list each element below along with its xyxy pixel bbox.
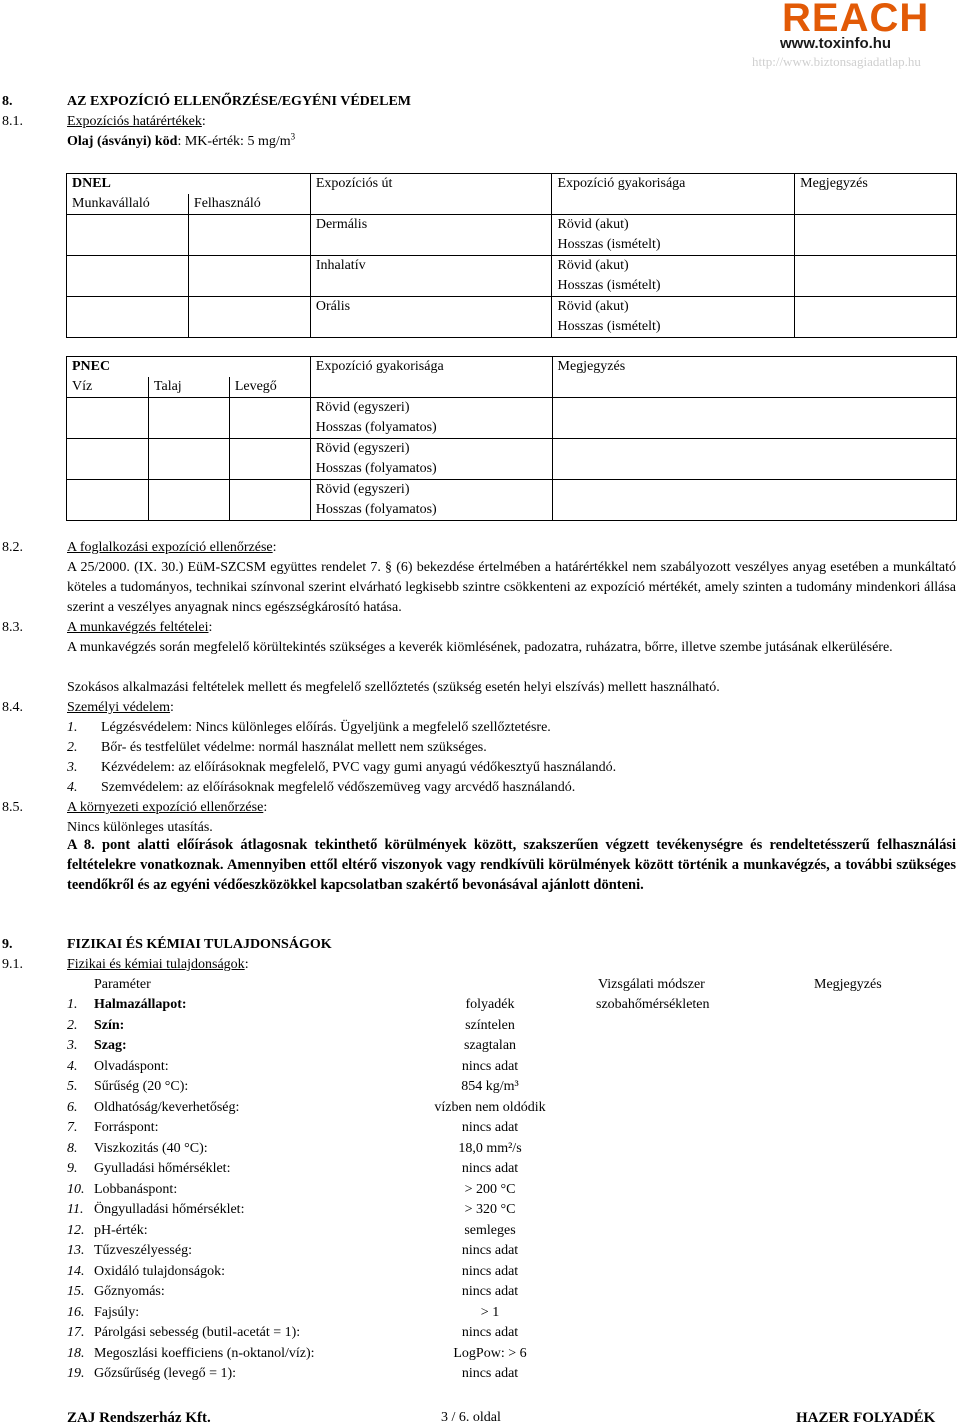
section-84-title: Személyi védelem	[67, 700, 171, 715]
section-84-colon: :	[170, 700, 174, 715]
list-item: Légzésvédelem: Nincs különleges előírás. Ügyeljünk a megfelelő szellőztetésre.	[101, 720, 551, 735]
property-value: szagtalan	[463, 1038, 517, 1053]
property-name: Gyulladási hőmérséklet:	[94, 1161, 231, 1176]
property-value: LogPow: > 6	[453, 1346, 527, 1361]
section-91-heading	[67, 955, 249, 975]
property-value: > 200 °C	[464, 1182, 516, 1197]
frequency-short: Rövid (akut)	[557, 217, 629, 232]
property-name: Párolgási sebesség (butil-acetát = 1):	[94, 1325, 301, 1340]
limit-unit-exponent: 3	[290, 131, 296, 142]
dnel-frequency	[552, 215, 795, 256]
footer-product: HAZER FOLYADÉK	[796, 1410, 936, 1426]
pnec-frequency	[310, 480, 552, 521]
property-value: nincs adat	[461, 1264, 519, 1279]
section-82-number: 8.2.	[2, 540, 23, 555]
pnec-sub-water: Víz	[67, 377, 149, 398]
property-number: 3.	[67, 1038, 78, 1053]
property-value: nincs adat	[461, 1059, 519, 1074]
dnel-sub-user: Felhasználó	[188, 194, 310, 215]
property-number: 4.	[67, 1059, 78, 1074]
section-81-number: 8.1.	[2, 114, 23, 129]
property-number: 2.	[67, 1018, 78, 1033]
property-number: 13.	[67, 1243, 85, 1258]
frequency-long: Hosszas (ismételt)	[557, 278, 661, 293]
property-value: semleges	[464, 1223, 516, 1238]
section-81-heading	[67, 112, 206, 132]
section-85-colon: :	[263, 800, 268, 815]
property-name: Szín:	[94, 1018, 125, 1033]
list-item: Bőr- és testfelület védelme: normál használat mellett nem szükséges.	[101, 740, 487, 755]
table-row	[67, 480, 957, 521]
section-81-colon: :	[201, 114, 206, 129]
property-value: nincs adat	[461, 1243, 519, 1258]
property-name: Fajsúly:	[94, 1305, 140, 1320]
table-row	[67, 215, 957, 256]
property-number: 18.	[67, 1346, 85, 1361]
dnel-cell-worker	[67, 256, 189, 297]
section-8-number: 8.	[2, 94, 13, 109]
property-number: 1.	[67, 997, 78, 1012]
section-83-heading	[67, 618, 212, 638]
pnec-table	[66, 356, 957, 521]
pnec-col-frequency: Expozíció gyakorisága	[310, 357, 552, 398]
section-83-text-1: A munkavégzés során megfelelő körültekintés szükséges a keverék kiömlésének, padozatra, ruházatra, bőrre, illetve szembe jutásának elkerülésére.	[67, 640, 893, 655]
property-number: 6.	[67, 1100, 78, 1115]
section-85-bold-note: A 8. pont alatti előírások átlagosnak tekinthető körülmények között, szakszerűen végzett tevékenységre és rendeltetésszerű felhasználási feltételekre vonatkoznak. Amennyiben ettől eltérő viszonyok vagy rendkívüli körülmények között történik a munkavégzés, a további szükséges teendőkről és az egyéni védőeszközökkel kapcsolatban szakértő bevonásával ajánlott dönteni.	[67, 837, 956, 893]
frequency-short: Rövid (egyszeri)	[315, 482, 410, 497]
property-name: Oldhatóság/keverhetőség:	[94, 1100, 240, 1115]
frequency-short: Rövid (akut)	[557, 258, 629, 273]
property-number: 19.	[67, 1366, 85, 1381]
table-row	[67, 439, 957, 480]
table-row	[67, 398, 957, 439]
frequency-long: Hosszas (ismételt)	[557, 237, 661, 252]
property-number: 8.	[67, 1141, 78, 1156]
pnec-title: PNEC	[67, 357, 311, 378]
section-83-colon: :	[208, 620, 213, 635]
exposure-limit	[67, 132, 295, 152]
prep-date: Elkészítés időpontja: 2010. október 21.	[4, 3, 229, 18]
property-name: Lobbanáspont:	[94, 1182, 178, 1197]
property-number: 15.	[67, 1284, 85, 1299]
property-name: Gőzsűrűség (levegő = 1):	[94, 1366, 237, 1381]
section-9-number: 9.	[2, 937, 13, 952]
dnel-col-route: Expozíciós út	[310, 174, 552, 215]
list-item-number: 1.	[67, 720, 78, 735]
dnel-title: DNEL	[67, 174, 311, 195]
property-number: 9.	[67, 1161, 78, 1176]
property-value: nincs adat	[461, 1284, 519, 1299]
section-85-heading	[67, 798, 267, 818]
dnel-route: Dermális	[310, 215, 552, 256]
property-name: pH-érték:	[94, 1223, 148, 1238]
section-8-title: AZ EXPOZÍCIÓ ELLENŐRZÉSE/EGYÉNI VÉDELEM	[67, 94, 411, 109]
property-value: vízben nem oldódik	[434, 1100, 546, 1115]
props-col-method: Vizsgálati módszer	[598, 977, 705, 992]
dnel-frequency	[552, 256, 795, 297]
logo-reach-text: REACH	[782, 0, 930, 40]
section-83-text-2: Szokásos alkalmazási feltételek mellett és megfelelő szellőztetés (szükség esetén helyi elszívás) mellett használható.	[67, 680, 720, 695]
property-name: Öngyulladási hőmérséklet:	[94, 1202, 245, 1217]
dnel-frequency	[552, 297, 795, 338]
dnel-table	[66, 173, 957, 338]
section-83-number: 8.3.	[2, 620, 23, 635]
property-number: 5.	[67, 1079, 78, 1094]
limit-substance: Olaj (ásványi) köd	[67, 134, 178, 149]
dnel-note	[795, 297, 957, 338]
property-value: nincs adat	[461, 1325, 519, 1340]
property-name: Viszkozitás (40 °C):	[94, 1141, 208, 1156]
footer-page: 3 / 6. oldal	[441, 1410, 501, 1425]
property-name: Megoszlási koefficiens (n-oktanol/víz):	[94, 1346, 315, 1361]
property-name: Oxidáló tulajdonságok:	[94, 1264, 226, 1279]
dnel-cell-worker	[67, 297, 189, 338]
property-value: > 320 °C	[464, 1202, 516, 1217]
section-85-number: 8.5.	[2, 800, 23, 815]
props-col-param: Paraméter	[94, 977, 151, 992]
property-value: 854 kg/m³	[461, 1079, 519, 1094]
list-item-number: 3.	[67, 760, 78, 775]
property-name: Sűrűség (20 °C):	[94, 1079, 189, 1094]
dnel-note	[795, 256, 957, 297]
limit-value: : MK-érték: 5 mg/m	[177, 134, 291, 149]
list-item: Kézvédelem: az előírásoknak megfelelő, PVC vagy gumi anyagú védőkesztyű használandó.	[101, 760, 617, 775]
logo-url-text: http://www.biztonsagiadatlap.hu	[752, 54, 921, 69]
list-item-number: 2.	[67, 740, 78, 755]
property-name: Szag:	[94, 1038, 127, 1053]
frequency-long: Hosszas (folyamatos)	[315, 502, 437, 517]
property-number: 16.	[67, 1305, 85, 1320]
property-value: 18,0 mm²/s	[458, 1141, 522, 1156]
section-83-title: A munkavégzés feltételei	[67, 620, 209, 635]
property-value: színtelen	[465, 1018, 515, 1033]
revision-date: Felülvizsgálat időpontja: -	[4, 23, 151, 38]
frequency-short: Rövid (akut)	[557, 299, 629, 314]
property-name: Forráspont:	[94, 1120, 159, 1135]
property-value: nincs adat	[461, 1366, 519, 1381]
property-number: 17.	[67, 1325, 85, 1340]
property-value: folyadék	[465, 997, 515, 1012]
pnec-sub-soil: Talaj	[148, 377, 229, 398]
pnec-col-note: Megjegyzés	[552, 357, 956, 398]
dnel-route: Inhalatív	[310, 256, 552, 297]
property-value: nincs adat	[461, 1161, 519, 1176]
section-91-title: Fizikai és kémiai tulajdonságok	[67, 957, 245, 972]
section-9-title: FIZIKAI ÉS KÉMIAI TULAJDONSÁGOK	[67, 937, 332, 952]
frequency-long: Hosszas (folyamatos)	[315, 461, 437, 476]
section-91-colon: :	[244, 957, 249, 972]
section-82-title: A foglalkozási expozíció ellenőrzése	[67, 540, 273, 555]
dnel-sub-worker: Munkavállaló	[67, 194, 189, 215]
frequency-short: Rövid (egyszeri)	[315, 400, 410, 415]
list-item-number: 4.	[67, 780, 78, 795]
property-name: Olvadáspont:	[94, 1059, 169, 1074]
section-82-heading	[67, 538, 277, 558]
dnel-col-frequency: Expozíció gyakorisága	[552, 174, 795, 215]
dnel-cell-user	[188, 215, 310, 256]
dnel-cell-user	[188, 297, 310, 338]
property-number: 11.	[67, 1202, 84, 1217]
property-number: 10.	[67, 1182, 85, 1197]
dnel-cell-worker	[67, 215, 189, 256]
property-name: Tűzveszélyesség:	[94, 1243, 192, 1258]
section-84-number: 8.4.	[2, 700, 23, 715]
frequency-long: Hosszas (folyamatos)	[315, 420, 437, 435]
frequency-short: Rövid (egyszeri)	[315, 441, 410, 456]
property-value: nincs adat	[461, 1120, 519, 1135]
pnec-frequency	[310, 439, 552, 480]
logo-site-text: www.toxinfo.hu	[780, 35, 892, 52]
dnel-note	[795, 215, 957, 256]
table-row	[67, 256, 957, 297]
property-name: Gőznyomás:	[94, 1284, 165, 1299]
footer-company: ZAJ Rendszerház Kft.	[67, 1410, 211, 1426]
section-85-title: A környezeti expozíció ellenőrzése	[67, 800, 264, 815]
property-number: 12.	[67, 1223, 85, 1238]
property-number: 7.	[67, 1120, 78, 1135]
section-82-text: A 25/2000. (IX. 30.) EüM-SZCSM együttes rendelet 7. § (6) bekezdése értelmében a határértékkel nem szabályozott veszélyes anyag esetében a munkáltató köteles a tudományos, technikai színvonal szerint elvárható legkisebb szintre csökkenteni az expozíció mértékét, amely szinten a tudomány mindenkori állása szerint a veszélyes anyagnak nincs egészségkárosító hatása.	[67, 560, 956, 615]
props-col-note: Megjegyzés	[814, 977, 882, 992]
dnel-col-note: Megjegyzés	[795, 174, 957, 215]
property-method: szobahőmérsékleten	[596, 997, 710, 1012]
pnec-sub-air: Levegő	[229, 377, 310, 398]
section-91-number: 9.1.	[2, 957, 23, 972]
dnel-route: Orális	[310, 297, 552, 338]
dnel-cell-user	[188, 256, 310, 297]
list-item: Szemvédelem: az előírásoknak megfelelő védőszemüveg vagy arcvédő használandó.	[101, 780, 576, 795]
section-82-colon: :	[272, 540, 277, 555]
property-value: > 1	[480, 1305, 500, 1320]
reach-logo	[752, 0, 957, 68]
table-row	[67, 297, 957, 338]
section-81-title: Expozíciós határértékek	[67, 114, 202, 129]
property-name: Halmazállapot:	[94, 997, 187, 1012]
frequency-long: Hosszas (ismételt)	[557, 319, 661, 334]
property-number: 14.	[67, 1264, 85, 1279]
section-84-heading	[67, 698, 174, 718]
pnec-frequency	[310, 398, 552, 439]
section-85-text: Nincs különleges utasítás.	[67, 820, 213, 835]
